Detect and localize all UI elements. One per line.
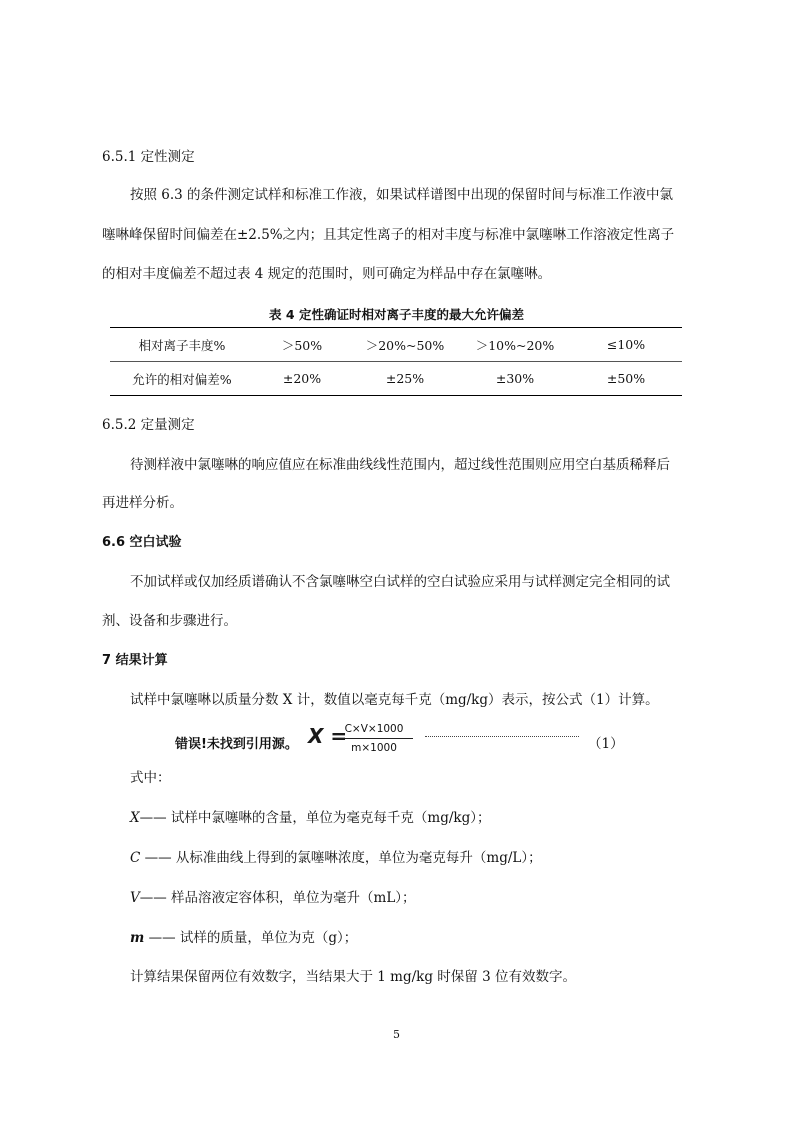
table-cell: ±30% — [460, 362, 570, 396]
table-cell: ＞20%~50% — [350, 328, 460, 362]
table-cell: 相对离子丰度% — [110, 328, 254, 362]
page-number: 5 — [393, 1028, 400, 1041]
paragraph-line: 不加试样或仅加经质谱确认不含氯噻啉空白试样的空白试验应采用与试样测定完全相同的试 — [130, 574, 670, 590]
variable-symbol: m — [130, 930, 145, 946]
table-4 — [110, 327, 682, 396]
fraction-bar — [335, 738, 413, 739]
formula-denominator: m×1000 — [351, 742, 397, 754]
paragraph-line: 再进样分析。 — [102, 495, 183, 511]
variable-definition-c — [130, 849, 542, 867]
table-cell: ≤10% — [570, 328, 682, 362]
table-cell: ±50% — [570, 362, 682, 396]
variable-definition-x — [130, 809, 490, 827]
table-cell: 允许的相对偏差% — [110, 362, 254, 396]
paragraph-line: 待测样液中氯噻啉的响应值应在标准曲线线性范围内，超过线性范围则应用空白基质稀释后 — [130, 457, 670, 473]
variable-definition-v — [130, 889, 416, 907]
section-6-5-1-heading: 6.5.1 定性测定 — [102, 149, 195, 165]
reference-error-text: 错误!未找到引用源。 — [175, 737, 298, 752]
paragraph-line: 按照 6.3 的条件测定试样和标准工作液，如果试样谱图中出现的保留时间与标准工作液中氯 — [130, 187, 674, 203]
variable-symbol: V — [130, 890, 140, 906]
paragraph-line: 试样中氯噻啉以质量分数 X 计，数值以毫克每千克（mg/kg）表示，按公式（1）计算。 — [130, 692, 659, 708]
variable-symbol: C — [130, 850, 141, 866]
table-4-caption: 表 4 定性确证时相对离子丰度的最大允许偏差 — [269, 307, 524, 322]
table-row — [110, 328, 682, 362]
table-cell: ±20% — [254, 362, 350, 396]
variable-symbol: X — [130, 810, 140, 826]
formula-fraction — [335, 722, 413, 756]
paragraph-line: 计算结果保留两位有效数字，当结果大于 1 mg/kg 时保留 3 位有效数字。 — [130, 969, 576, 985]
table-cell: ±25% — [350, 362, 460, 396]
dotted-leader — [425, 736, 579, 737]
paragraph-line: 剂、设备和步骤进行。 — [102, 613, 237, 629]
variable-definition-m — [130, 929, 357, 947]
table-row — [110, 362, 682, 396]
paragraph-line: 噻啉峰保留时间偏差在±2.5%之内；且其定性离子的相对丰度与标准中氯噻啉工作溶液定性离子 — [102, 227, 675, 243]
variable-text: —— 从标准曲线上得到的氯噻啉浓度，单位为毫克每升（mg/L）； — [140, 850, 542, 866]
formula-lhs: X = — [308, 724, 348, 748]
equation-number: （1） — [588, 736, 624, 752]
paragraph-line: 的相对丰度偏差不超过表 4 规定的范围时，则可确定为样品中存在氯噻啉。 — [102, 266, 552, 282]
section-7-heading: 7 结果计算 — [102, 653, 168, 668]
where-label: 式中： — [130, 770, 171, 786]
variable-text: —— 试样中氯噻啉的含量，单位为毫克每千克（mg/kg）； — [139, 810, 491, 826]
formula-numerator: C×V×1000 — [344, 723, 404, 735]
variable-text: —— 样品溶液定容体积，单位为毫升（mL）； — [139, 890, 416, 906]
table-cell: ＞50% — [254, 328, 350, 362]
section-6-6-heading: 6.6 空白试验 — [102, 535, 182, 550]
section-6-5-2-heading: 6.5.2 定量测定 — [102, 417, 195, 433]
table-cell: ＞10%~20% — [460, 328, 570, 362]
variable-text: —— 试样的质量，单位为克（g）； — [144, 930, 358, 946]
